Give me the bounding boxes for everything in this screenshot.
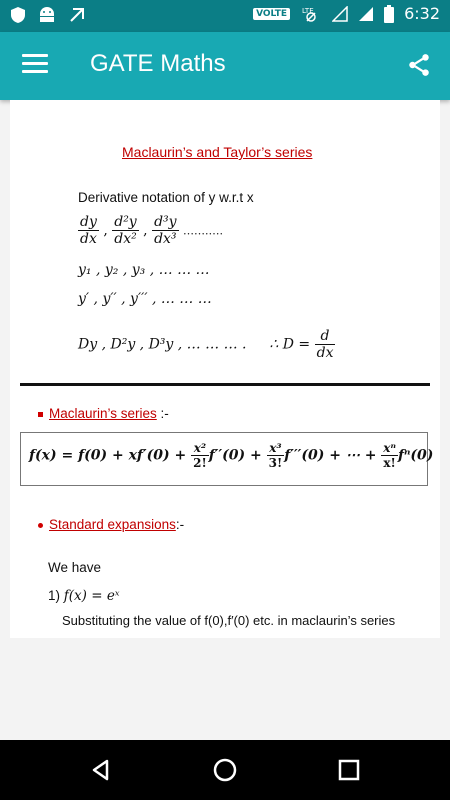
item-1: 1) f(x) = eˣ xyxy=(48,588,120,604)
volte-badge: VOLTE xyxy=(253,8,290,20)
back-icon[interactable] xyxy=(86,755,116,785)
menu-icon[interactable] xyxy=(22,54,48,74)
subscript-notation: y₁ , y₂ , y₃ , … … … xyxy=(78,262,210,278)
android-icon xyxy=(38,7,56,23)
share-icon[interactable] xyxy=(406,52,432,78)
app-bar xyxy=(0,32,450,100)
maclaurin-formula-box xyxy=(20,432,434,486)
maclaurin-heading: Maclaurin’s series :- xyxy=(38,406,169,421)
battery-icon xyxy=(384,5,394,23)
document-title: Maclaurin’s and Taylor’s series xyxy=(122,144,313,160)
standard-expansions-heading: Standard expansions:- xyxy=(38,517,184,532)
we-have-text: We have xyxy=(48,560,102,575)
clock: 6:32 xyxy=(404,4,440,23)
derivative-fractions: $\frac{dy}{dx}$ , $\frac{\text{d²y}}{\text{dx²}}$ , $\frac{\text{d³y}}{\text{dx³}}$ …….…. xyxy=(80,214,224,247)
bullet-dot-icon xyxy=(38,523,43,528)
derivative-notation-text: Derivative notation of y w.r.t x xyxy=(78,190,254,205)
svg-text:LTE: LTE xyxy=(302,6,314,15)
signal-icon xyxy=(332,6,348,22)
operator-notation-right: ∴ D = xyxy=(269,336,311,353)
signal-icon-2 xyxy=(358,6,374,22)
operator-notation: Dy , D²y , D³y , … … … . ∴ D = $\frac{d}{dx}$ xyxy=(78,328,334,361)
data-saver-icon xyxy=(68,6,86,24)
lte-signal-icon xyxy=(300,5,322,23)
home-icon[interactable] xyxy=(210,755,240,785)
prime-notation: y′ , y′′ , y′′′ , … … … xyxy=(78,291,212,307)
section-divider xyxy=(20,383,430,386)
status-bar xyxy=(0,0,450,32)
maclaurin-formula: f(x) = f(0) + xf′(0) + $\frac{\text{x²}}{2!}$ f′′(0) + $\frac{\text{x³}}{3!}$ f′′′(0) + ⋯ + $\frac{\text{xⁿ}}{x!}$ fⁿ(0) xyxy=(29,441,434,470)
operator-notation-left: Dy , D²y , D³y , … … … . xyxy=(78,336,247,353)
bullet-icon xyxy=(38,412,43,417)
navigation-bar xyxy=(0,740,450,800)
document-page[interactable] xyxy=(10,100,440,638)
substituting-text: Substituting the value of f(0),f′(0) etc. in maclaurin’s series xyxy=(62,613,396,628)
recents-icon[interactable] xyxy=(334,755,364,785)
app-title: GATE Maths xyxy=(90,50,226,77)
shield-icon xyxy=(10,6,26,24)
